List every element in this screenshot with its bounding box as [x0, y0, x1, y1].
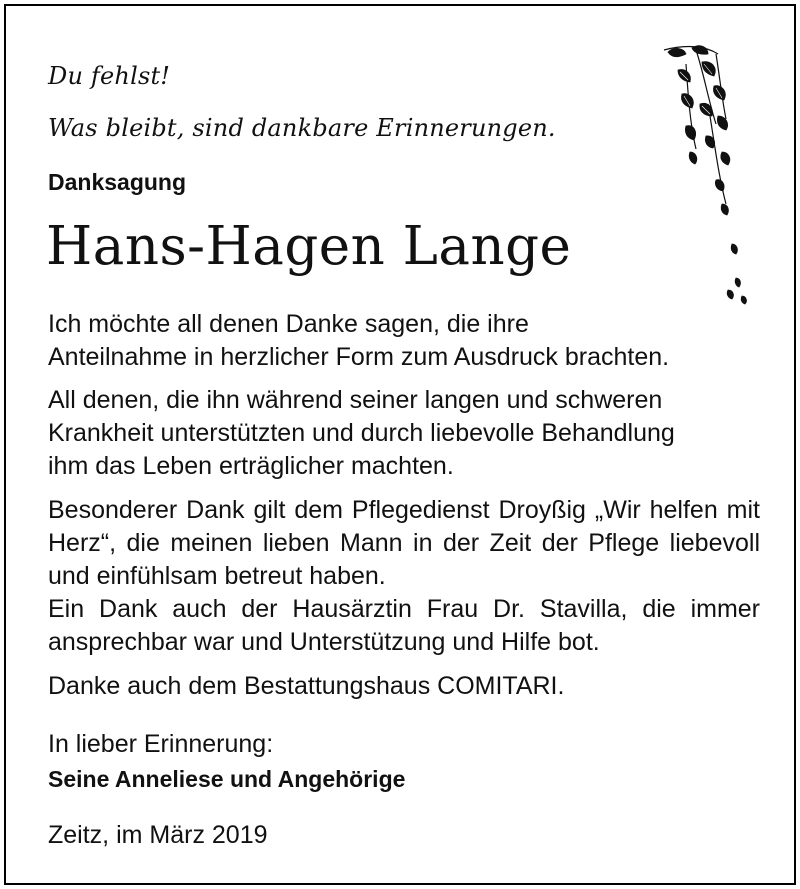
motto-line-1: Du fehlst!	[48, 62, 171, 90]
paragraph-2-line-1: All denen, die ihn während seiner langen und schweren	[48, 386, 663, 414]
paragraph-1-line-2: Anteilnahme in herzlicher Form zum Ausdruck brachten.	[48, 343, 670, 371]
closing-signers: Seine Anneliese und Angehörige	[48, 766, 406, 792]
paragraph-3: Besonderer Dank gilt dem Pflegedienst Droyßig „Wir helfen mit Herz“, die meinen lieben Mann in der Zeit der Pflege liebevoll und einfühlsam betreut haben.	[48, 496, 760, 590]
paragraph-1-line-1: Ich möchte all denen Danke sagen, die ihre	[48, 310, 529, 338]
heading-danksagung: Danksagung	[48, 169, 187, 195]
motto-line-2: Was bleibt, sind dankbare Erinnerungen.	[48, 114, 556, 142]
paragraph-4: Ein Dank auch der Hausärztin Frau Dr. Stavilla, die immer ansprechbar war und Unterstützung und Hilfe bot.	[48, 595, 760, 656]
obituary-notice	[4, 4, 796, 885]
closing-place-date: Zeitz, im März 2019	[48, 821, 268, 849]
paragraph-2-line-3: ihm das Leben erträglicher machten.	[48, 452, 454, 480]
paragraph-5: Danke auch dem Bestattungshaus COMITARI.	[48, 672, 565, 700]
paragraph-2-line-2: Krankheit unterstützten und durch liebevolle Behandlung	[48, 419, 675, 447]
closing-remembrance: In lieber Erinnerung:	[48, 730, 274, 758]
hanging-leaves-icon	[656, 44, 766, 309]
deceased-name: Hans-Hagen Lange	[46, 216, 572, 277]
